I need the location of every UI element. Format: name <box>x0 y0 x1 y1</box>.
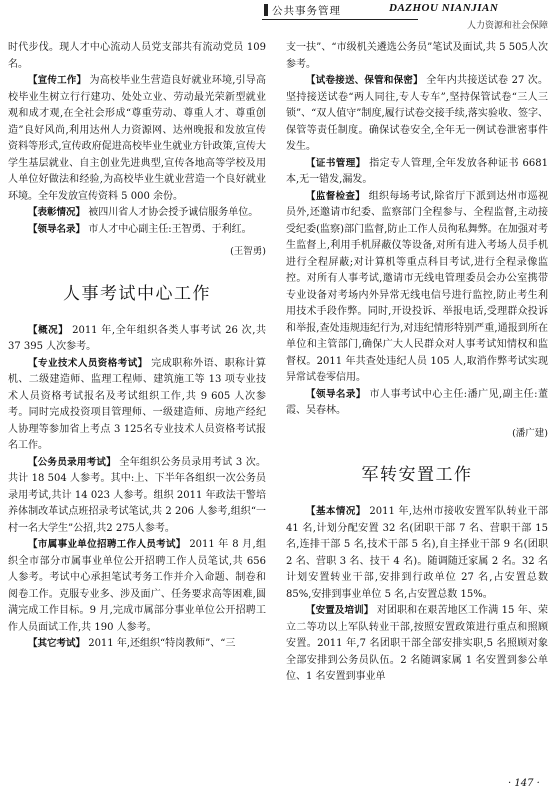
paragraph <box>286 504 548 603</box>
entry-heading: 【安置及培训】 <box>306 605 374 616</box>
paragraph-text: 2011 年 8 月,组织全市部分市属事业单位公开招聘工作人员笔试,共 656 人参考。考试中心承担笔试考务工作并介入命题、制卷和阅卷工作。克服专业多、涉及面广、任务要求高等困难,圆满完成工作目标。9 月,完成市属部分事业单位公开招聘工作人员面试工作,共 190 人参考。 <box>8 539 266 633</box>
entry-heading: 【专业技术人员资格考试】 <box>28 357 148 369</box>
paragraph <box>8 222 266 239</box>
paragraph <box>286 73 548 156</box>
paragraph-text: 市人才中心副主任:王智勇、于利红。 <box>88 223 252 235</box>
header-rule <box>262 19 418 20</box>
header-marker <box>264 4 268 16</box>
paragraph-text: 指定专人管理,全年发放各种证书 6681 本,无一错发,漏发。 <box>286 157 548 185</box>
paragraph <box>8 356 266 455</box>
entry-heading: 【市属事业单位招聘工作人员考试】 <box>28 539 186 550</box>
paragraph: 时代步伐。现人才中心流动人员党支部共有流动党员 109 名。 <box>8 42 266 70</box>
entry-heading: 【监督检查】 <box>306 190 366 202</box>
paragraph <box>8 205 266 222</box>
paragraph-text: 全年组织公务员录用考试 3 次。共计 18 504 人参考。其中:上、下半年各组织一次公务员录用考试,共计 14 023 人参考。组织 2011 年政法干警培养体制改革试点班招录考试笔试,共 2 206 人参考,组织“一村一名大学生”公招,共2 275人参考。 <box>8 456 266 534</box>
author-signature: (潘广建) <box>512 427 548 439</box>
paragraph-text: 市人事考试中心主任:潘广见,副主任:董霞、吴春林。 <box>286 388 548 416</box>
running-header <box>0 0 558 36</box>
paragraph <box>8 73 266 205</box>
paragraph-text: 完成职称外语、职称计算机、二级建造师、监理工程师、建筑施工等 13 项专业技术人员资格考试报名及考试组织工作,共 9 605 人次参考。同时完成投资项目管理师、一级建造师、房地产经纪人协理等参加省上考点 3 125名专业技术人员资格考试报名工作。 <box>8 357 266 451</box>
header-journal-title: DAZHOU NIANJIAN <box>389 2 499 14</box>
header-section-label: 公共事务管理 <box>272 5 341 17</box>
paragraph-text: 2011 年,达州市接收安置军队转业干部 41 名,计划分配安置 32 名(团职干部 7 名、营职干部 15 名,连排干部 5 名,技术干部 5 名),自主择业干部 9 名(团职 2 名、营职 3 名、技干 4 名)。随调随迁家属 2 名。32 名计划安置转业干部,安排到行政单位 27 名,占安置总数 85%,安排到事业单位 5 名,占安置总数 15%。 <box>286 506 548 600</box>
entry-heading: 【公务员录用考试】 <box>28 456 116 468</box>
entry-heading: 【其它考试】 <box>28 638 86 649</box>
header-subtitle: 人力资源和社会保障 <box>466 21 548 31</box>
paragraph <box>8 455 266 538</box>
paragraph <box>286 156 548 189</box>
author-signature: (王智勇) <box>230 246 266 257</box>
entry-heading: 【领导名录】 <box>306 388 366 400</box>
entry-heading: 【宣传工作】 <box>28 75 87 86</box>
paragraph-text: 对团职和在艰苦地区工作满 15 年、荣立二等功以上军队转业干部,按照安置政策进行重点和照顾安置。2011 年,7 名团职干部全部安排实职,5 名照顾对象全部安排到公务员队伍。2 名随调家属 1 名安置到参公单位、1 名安置到事业单 <box>286 605 548 682</box>
paragraph <box>286 603 548 686</box>
left-column <box>8 40 266 653</box>
paragraph-text: 被四川省人才协会授予诚信服务单位。 <box>88 207 259 218</box>
entry-heading: 【领导名录】 <box>28 223 86 235</box>
paragraph <box>8 323 266 356</box>
section-title: 军转安置工作 <box>361 465 473 485</box>
paragraph-text: 组织每场考试,除省厅下派到达州市巡视员外,还邀请市纪委、监察部门全程参与、全程监督,主动接受纪委(监察)部门监督,防止工作人员徇私舞弊。在加强对考生监督上,利用手机屏蔽仪等设备,对所有进入考场人员手机进行全程屏蔽;对计算机等重点科目考试,进行全程录像监控。对所有人事考试,邀请市无线电管理委员会办公室携带专业设备对考场内外异常无线电信号进行监控,防止考生利用技术手段作弊。同时,开设投诉、举报电话,受理群众投诉和举报,查处违规违纪行为,对违纪情形特别严重,通报到所在单位和主管部门,确保广大人民群众对人事考试知情权和监督权。2011 年共查处违纪人员 105 人,取消作弊考试实现异常试卷零信用。 <box>286 190 548 383</box>
entry-heading: 【概况】 <box>28 324 69 336</box>
paragraph <box>8 636 266 653</box>
section-title: 人事考试中心工作 <box>63 283 211 304</box>
entry-heading: 【试卷接送、保管和保密】 <box>306 75 423 86</box>
paragraph <box>286 189 548 387</box>
entry-heading: 【基本情况】 <box>306 506 366 517</box>
right-column <box>286 40 548 686</box>
page-number: · 147 · <box>508 778 540 789</box>
paragraph-text: 全年内共接送试卷 27 次。坚持接送试卷“两人同往,专人专车”,坚持保管试卷“三人三锁”、“双人值守”制度,履行试卷交接手续,落实验收、签字、保管等责任制度。确保试卷安全,全年无一例试卷泄密事件发生。 <box>286 75 548 152</box>
paragraph <box>286 387 548 420</box>
entry-heading: 【证书管理】 <box>306 157 366 169</box>
paragraph-text: 为高校毕业生营造良好就业环境,引导高校毕业生树立行行建功、处处立业、劳动最光荣新型就业观和成才观,在全社会形成“尊重劳动、尊重人才、尊重创造”良好风尚,利用达州人力资源网、达州晚报和发放宣传资料等形式,宣传政府促进高校毕业生就业方针政策,宣传大学生基层就业、自主创业先进典型,宣传各地高等学校及用人单位好做法和经验,为高校毕业生就业营造一个良好就业环境。全年发放宣传资料 5 000 余份。 <box>8 75 266 202</box>
paragraph-text: 2011 年,还组织“特岗教师”、“三 <box>88 638 236 649</box>
paragraph <box>8 537 266 636</box>
entry-heading: 【表彰情况】 <box>28 207 86 218</box>
paragraph-text: 2011 年,全年组织各类人事考试 26 次,共 37 395 人次参考。 <box>8 324 266 352</box>
paragraph: 支一扶”、“市级机关遴选公务员”笔试及面试,共 5 505人次参考。 <box>286 42 548 70</box>
